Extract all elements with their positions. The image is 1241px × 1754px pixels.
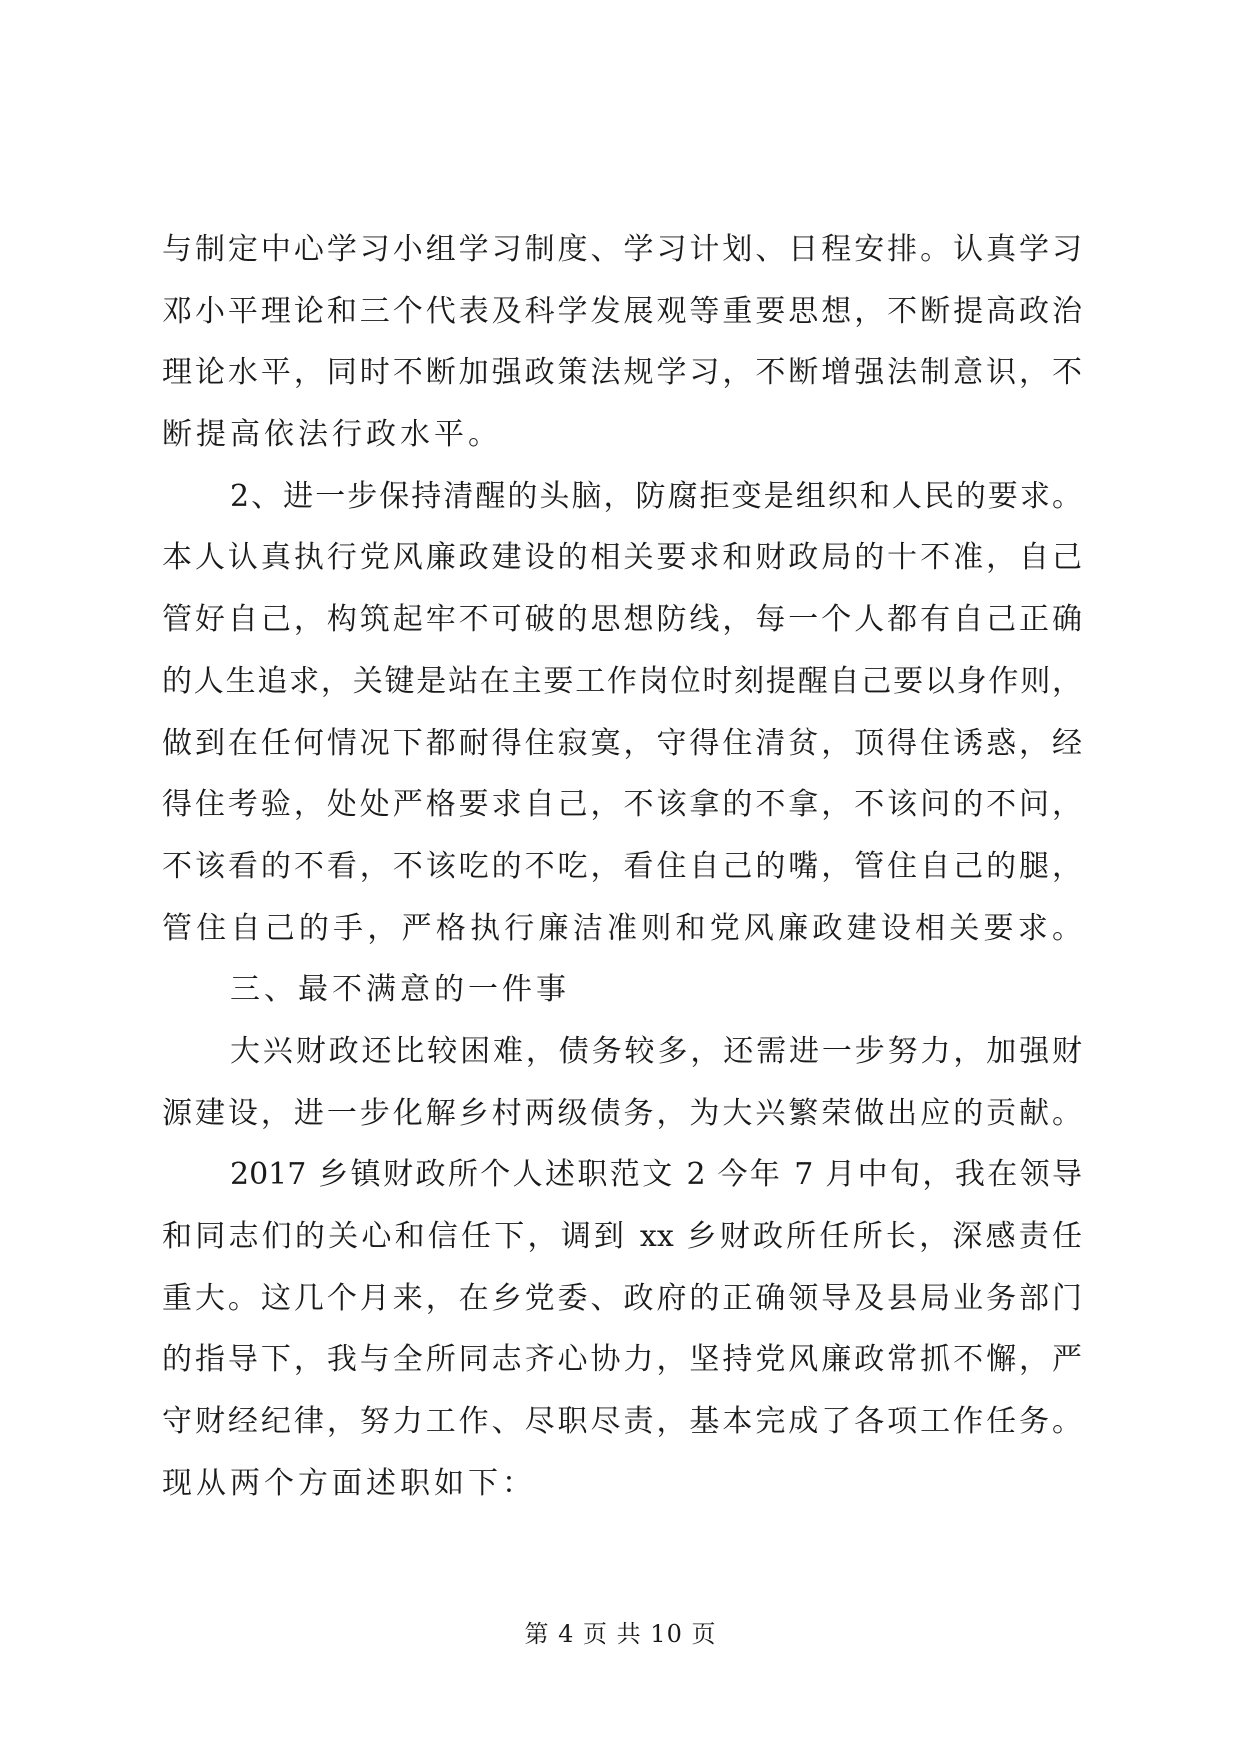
paragraph-line: 守财经纪律，努力工作、尽职尽责，基本完成了各项工作任务。 <box>162 1404 1082 1440</box>
paragraph-line: 2017 乡镇财政所个人述职范文 2 今年 7 月中旬，我在领导 <box>230 1157 1082 1193</box>
paragraph-line: 管好自己，构筑起牢不可破的思想防线，每一个人都有自己正确 <box>162 602 1082 638</box>
paragraph-line: 重大。这几个月来，在乡党委、政府的正确领导及县局业务部门 <box>162 1280 1082 1316</box>
paragraph-line: 2、进一步保持清醒的头脑，防腐拒变是组织和人民的要求。 <box>230 478 1082 514</box>
paragraph-line: 现从两个方面述职如下： <box>162 1465 536 1501</box>
paragraph-line: 理论水平，同时不断加强政策法规学习，不断增强法制意识，不 <box>162 355 1082 391</box>
paragraph-line: 和同志们的关心和信任下，调到 xx 乡财政所任所长，深感责任 <box>162 1219 1082 1254</box>
document-body <box>162 225 1082 1520</box>
paragraph-line: 邓小平理论和三个代表及科学发展观等重要思想，不断提高政治 <box>162 293 1082 329</box>
paragraph-line: 源建设，进一步化解乡村两级债务，为大兴繁荣做出应的贡献。 <box>162 1095 1082 1131</box>
paragraph-line: 管住自己的手，严格执行廉洁准则和党风廉政建设相关要求。 <box>162 910 1082 946</box>
paragraph-line: 的指导下，我与全所同志齐心协力，坚持党风廉政常抓不懈，严 <box>162 1342 1082 1378</box>
paragraph-line: 与制定中心学习小组学习制度、学习计划、日程安排。认真学习 <box>162 232 1082 267</box>
paragraph-line: 得住考验，处处严格要求自己，不该拿的不拿，不该问的不问， <box>162 787 1082 823</box>
paragraph-line: 做到在任何情况下都耐得住寂寞，守得住清贫，顶得住诱惑，经 <box>162 725 1082 761</box>
page-number-footer: 第 4 页 共 10 页 <box>524 1620 717 1648</box>
paragraph-line: 的人生追求，关键是站在主要工作岗位时刻提醒自己要以身作则， <box>162 663 1082 699</box>
paragraph-line: 不该看的不看，不该吃的不吃，看住自己的嘴，管住自己的腿， <box>162 848 1082 884</box>
paragraph-line: 断提高依法行政水平。 <box>162 417 502 453</box>
section-heading: 三、最不满意的一件事 <box>230 972 570 1008</box>
paragraph-line: 大兴财政还比较困难，债务较多，还需进一步努力，加强财 <box>230 1033 1082 1069</box>
paragraph-line: 本人认真执行党风廉政建设的相关要求和财政局的十不准，自己 <box>162 540 1082 576</box>
